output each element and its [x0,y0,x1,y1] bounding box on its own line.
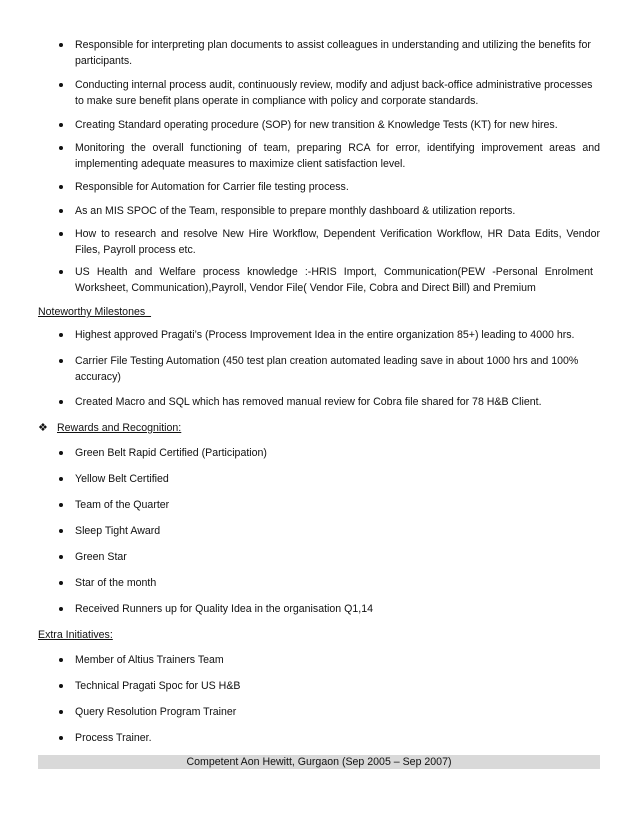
list-item: As an MIS SPOC of the Team, responsible to prepare monthly dashboard & utilization reports. [0,203,600,219]
list-item: Received Runners up for Quality Idea in the organisation Q1,14 [0,601,600,617]
initiatives-heading: Extra Initiatives: [38,629,113,641]
diamond-bullet-icon: ❖ [38,422,48,434]
milestones-heading: Noteworthy Milestones [38,306,152,318]
list-item: Carrier File Testing Automation (450 test plan creation automated leading save in about 1000 hrs and 100% accuracy) [0,353,585,385]
list-item: Member of Altius Trainers Team [0,652,600,668]
list-item: How to research and resolve New Hire Workflow, Dependent Verification Workflow, HR Data Edits, Vendor Files, Payroll process etc. [0,226,600,258]
employer-heading-bar: Competent Aon Hewitt, Gurgaon (Sep 2005 – Sep 2007) [38,755,600,769]
list-item: Process Trainer. [0,730,600,746]
list-item: Responsible for interpreting plan documents to assist colleagues in understanding and utilizing the benefits for participants. [0,37,600,69]
list-item: Highest approved Pragati’s (Process Improvement Idea in the entire organization 85+) leading to 4000 hrs. [0,327,600,343]
rewards-heading: Rewards and Recognition: [57,422,182,434]
list-item: Green Belt Rapid Certified (Participation) [0,445,600,461]
list-item: Star of the month [0,575,600,591]
list-item: Sleep Tight Award [0,523,600,539]
list-item: Created Macro and SQL which has removed manual review for Cobra file shared for 78 H&B Client. [0,394,600,410]
list-item: Team of the Quarter [0,497,600,513]
list-item: Conducting internal process audit, continuously review, modify and adjust back-office administrative processes to make sure benefit plans operate in compliance with policy and corporate standards. [0,77,600,109]
list-item: Monitoring the overall functioning of team, preparing RCA for error, identifying improvement areas and implementing adequate measures to maximize client satisfaction level. [0,140,600,172]
list-item: Green Star [0,549,600,565]
list-item: Yellow Belt Certified [0,471,600,487]
list-item: US Health and Welfare process knowledge :-HRIS Import, Communication(PEW -Personal Enrolment Worksheet, Communication),Payroll, Vendor File( Vendor File, Cobra and Direct Bill) and Premium [0,264,593,296]
list-item: Creating Standard operating procedure (SOP) for new transition & Knowledge Tests (KT) for new hires. [0,117,600,133]
list-item: Query Resolution Program Trainer [0,704,600,720]
list-item: Responsible for Automation for Carrier file testing process. [0,179,600,195]
list-item: Technical Pragati Spoc for US H&B [0,678,600,694]
